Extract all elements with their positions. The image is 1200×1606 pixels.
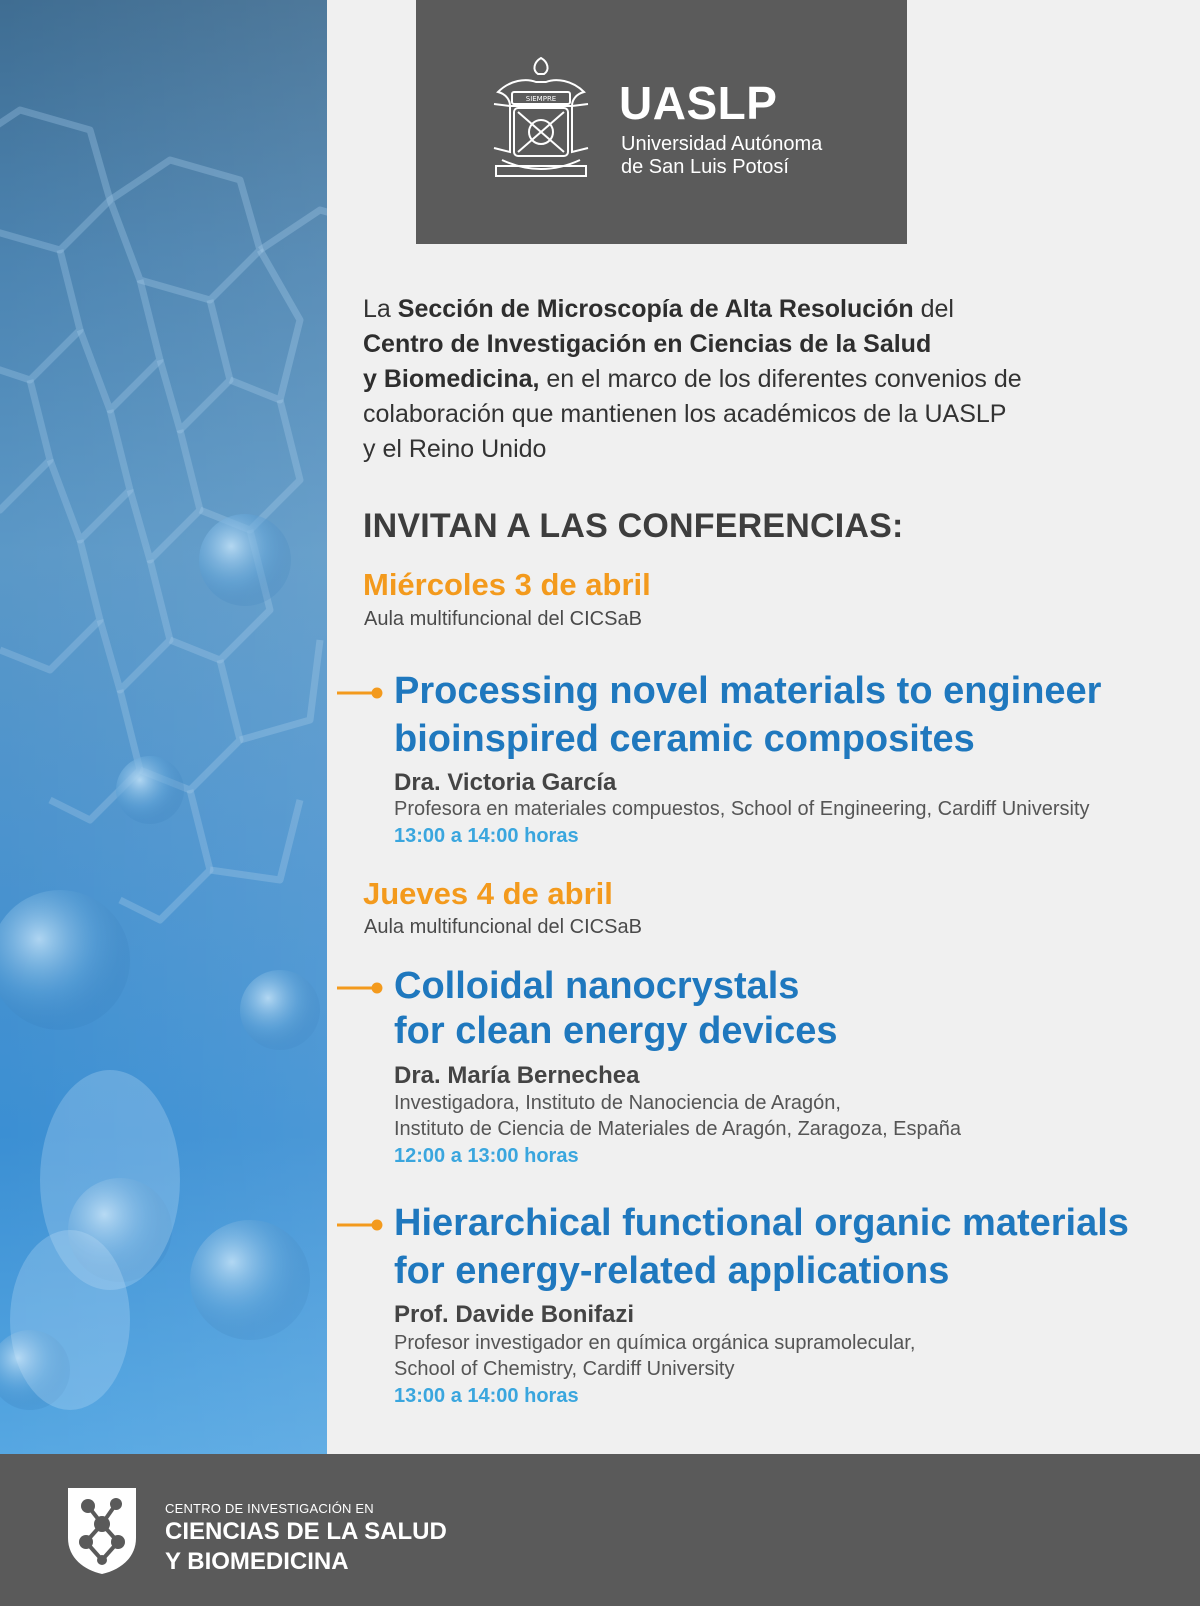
intro-line-1 xyxy=(363,292,1153,327)
intro-line-5: y el Reino Unido xyxy=(363,435,547,463)
day-place: Aula multifuncional del CICSaB xyxy=(364,916,642,938)
talk-title-line1: Processing novel materials to engineer xyxy=(394,670,1102,712)
talk-title-line2: for clean energy devices xyxy=(394,1010,838,1052)
day-date: Jueves 4 de abril xyxy=(363,876,613,911)
talk-speaker: Dra. Victoria García xyxy=(394,769,617,796)
talk-affiliation-line1: Profesor investigador en química orgánica supramolecular, xyxy=(394,1332,916,1354)
talk-time: 13:00 a 14:00 horas xyxy=(394,1385,579,1407)
cicsab-shield-icon xyxy=(66,1484,138,1576)
intro-bold-section: Sección de Microscopía de Alta Resolución xyxy=(397,295,914,323)
talk-affiliation-line1: Investigadora, Instituto de Nanociencia de Aragón, xyxy=(394,1092,841,1114)
intro-text: del xyxy=(913,295,954,323)
talk-speaker: Prof. Davide Bonifazi xyxy=(394,1301,635,1328)
footer-center-name-line1: CIENCIAS DE LA SALUD xyxy=(165,1518,447,1545)
uaslp-logo-block xyxy=(416,0,907,244)
intro-bold-biomed: y Biomedicina, xyxy=(363,365,540,393)
talk-title-line1: Colloidal nanocrystals xyxy=(394,965,800,1007)
talk-title-line2: for energy-related applications xyxy=(394,1250,950,1292)
university-name-line1: Universidad Autónoma xyxy=(621,133,823,155)
hexagon-lattice-illustration xyxy=(0,0,327,1454)
intro-text: en el marco de los diferentes convenios de xyxy=(539,365,1022,393)
intro-line-3 xyxy=(363,362,1153,397)
intro-text: La xyxy=(363,295,398,323)
talk-affiliation-line2: School of Chemistry, Cardiff University xyxy=(394,1358,735,1380)
bullet-connector-icon xyxy=(337,1219,385,1231)
talk-time: 13:00 a 14:00 horas xyxy=(394,825,579,847)
uaslp-acronym: UASLP xyxy=(619,77,778,129)
intro-bold-center: Centro de Investigación en Ciencias de la Salud xyxy=(363,330,932,358)
intro-paragraph xyxy=(363,292,1153,467)
university-name-line2: de San Luis Potosí xyxy=(621,156,789,178)
decorative-molecular-panel xyxy=(0,0,327,1454)
invitation-heading: INVITAN A LAS CONFERENCIAS: xyxy=(363,507,904,545)
day-place: Aula multifuncional del CICSaB xyxy=(364,608,642,630)
footer-bar xyxy=(0,1454,1200,1606)
talk-speaker: Dra. María Bernechea xyxy=(394,1062,640,1089)
talk-affiliation: Profesora en materiales compuestos, School of Engineering, Cardiff University xyxy=(394,798,1090,820)
bullet-connector-icon xyxy=(337,687,385,699)
talk-time: 12:00 a 13:00 horas xyxy=(394,1145,579,1167)
footer-center-name-line2: Y BIOMEDICINA xyxy=(165,1548,349,1575)
seal-motto: SIEMPRE xyxy=(525,95,557,103)
talk-title-line1: Hierarchical functional organic materials xyxy=(394,1202,1129,1244)
footer-center-label: CENTRO DE INVESTIGACIÓN EN xyxy=(165,1501,374,1516)
bullet-connector-icon xyxy=(337,982,385,994)
day-date: Miércoles 3 de abril xyxy=(363,567,651,602)
intro-line-2 xyxy=(363,327,1153,362)
talk-affiliation-line2: Instituto de Ciencia de Materiales de Aragón, Zaragoza, España xyxy=(394,1118,962,1140)
intro-line-4: colaboración que mantienen los académicos de la UASLP xyxy=(363,400,1007,428)
talk-title-line2: bioinspired ceramic composites xyxy=(394,718,975,760)
uaslp-seal-icon xyxy=(488,52,594,184)
